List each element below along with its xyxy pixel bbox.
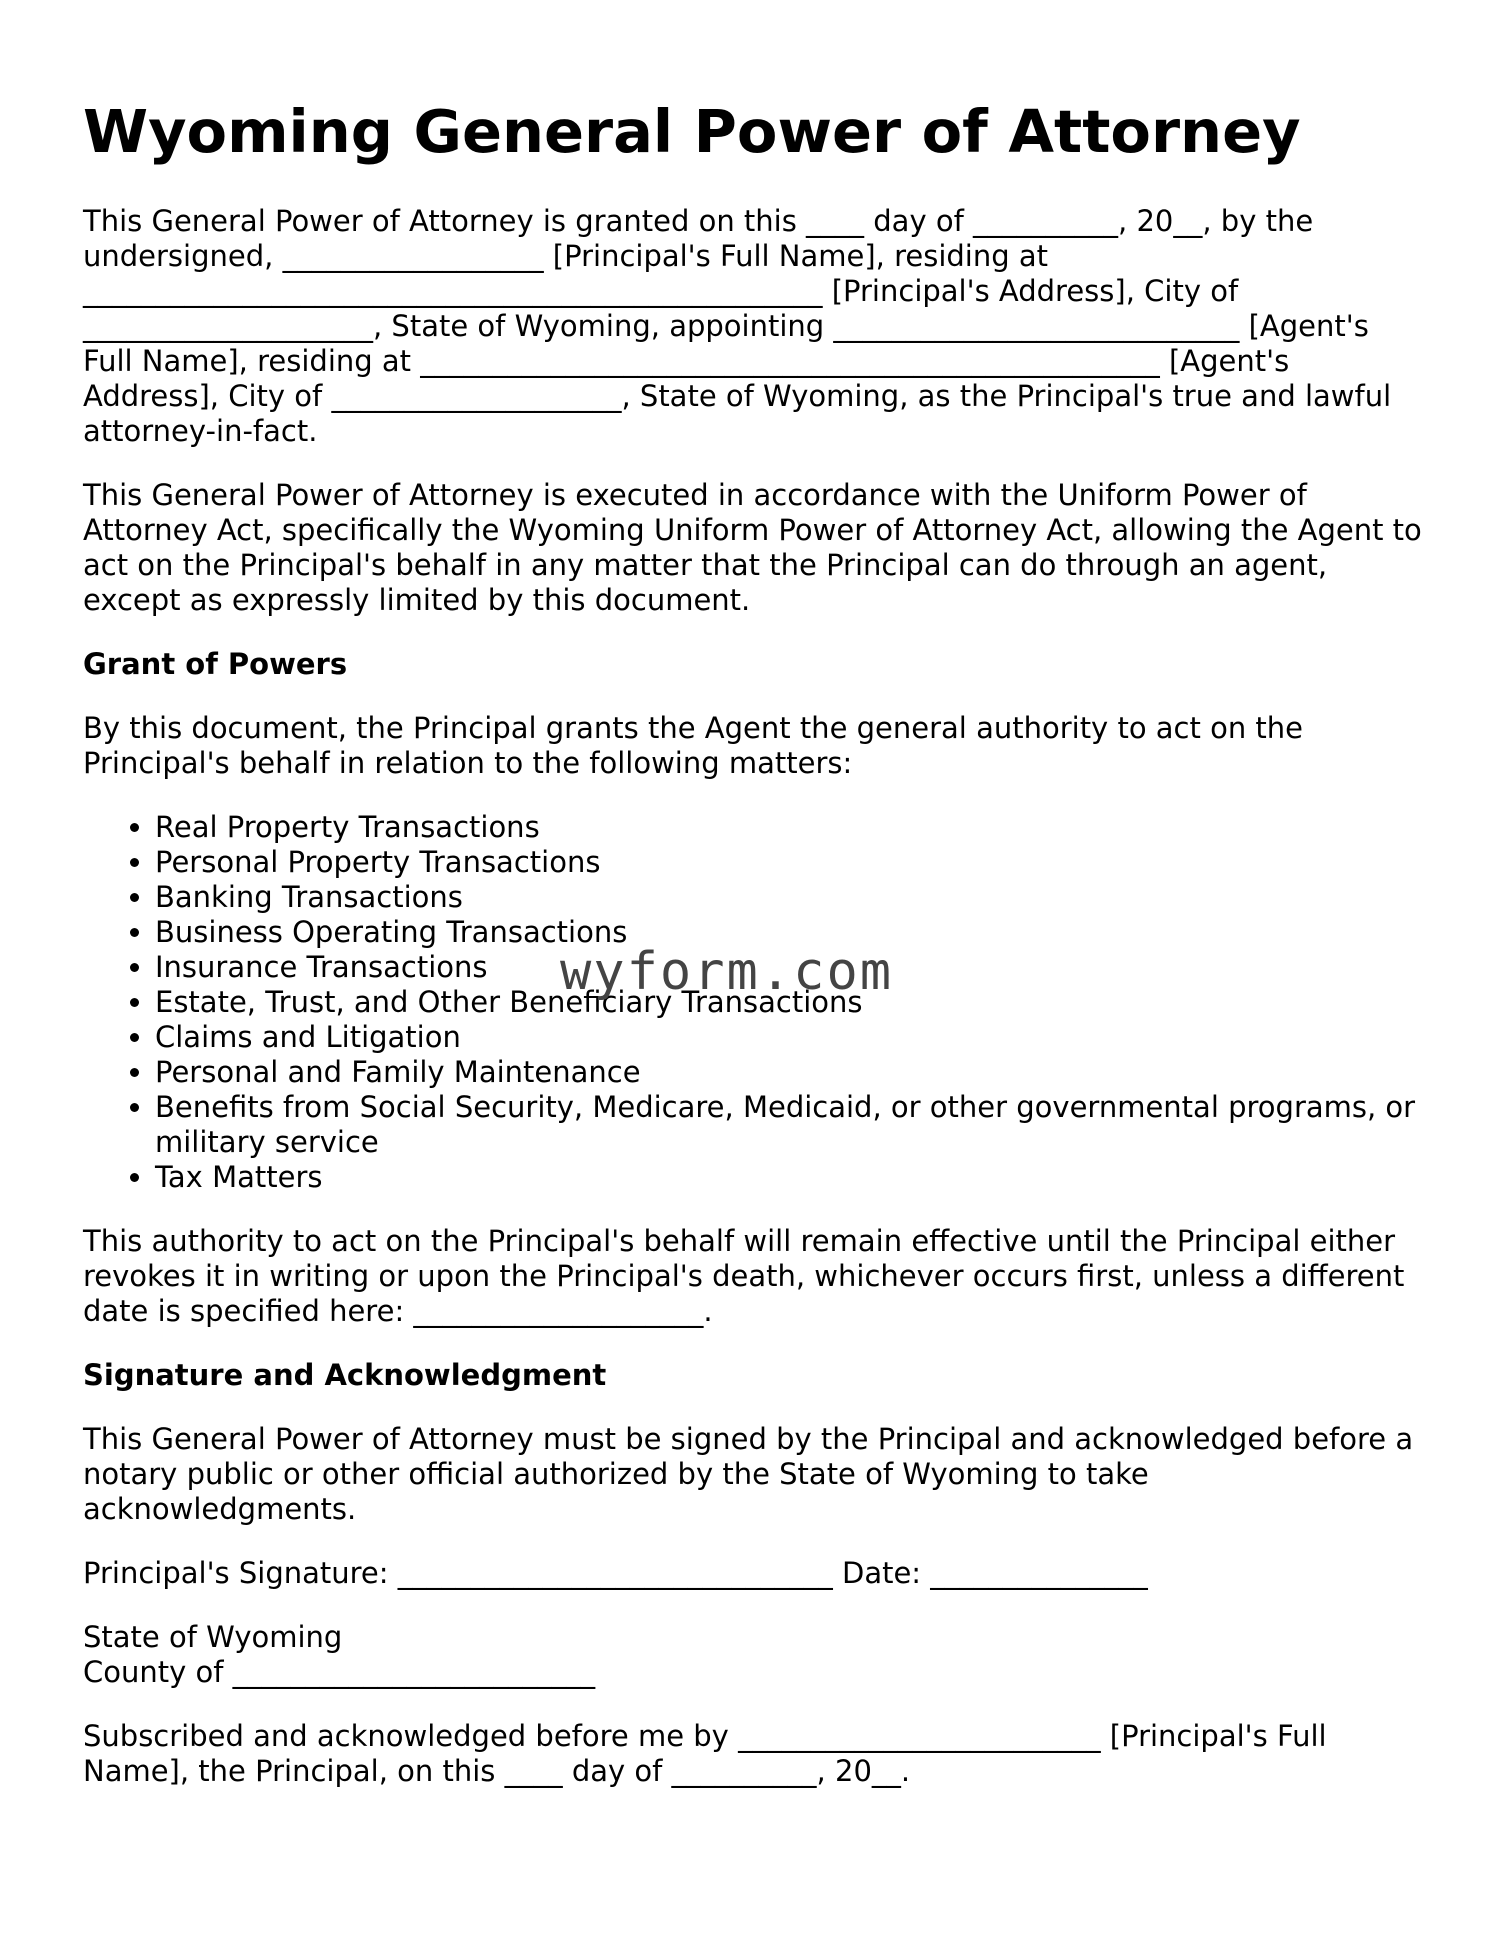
grant-intro: By this document, the Principal grants the Agent the general authority to act on the Principal's behalf in relation to the following matters: — [83, 710, 1304, 780]
powers-list — [83, 810, 1423, 1195]
list-item: • Personal Property Transactions — [155, 845, 1423, 880]
signature-line: Principal's Signature: ______________________________ Date: _______________ — [83, 1555, 1148, 1590]
intro-paragraph: This General Power of Attorney is granted on this ____ day of __________, 20__, by the undersigned, __________________ [Principal's Full Name], residing at ___________________________________________________ [Principal's Address], City of ____________________, State of Wyoming, appointing ____________________________ [Agent's Full Name], residing at ___________________________________________________ [Agent's Address], City of ____________________, State of Wyoming, as the Principal's true and lawful attorney-in-fact. — [83, 203, 1392, 448]
duration-paragraph: This authority to act on the Principal's behalf will remain effective until the Principal either revokes it in writing or upon the Principal's death, whichever occurs first, unless a different date is specified here: ____________________. — [83, 1223, 1405, 1328]
venue-block — [83, 1620, 1423, 1690]
list-item: • Benefits from Social Security, Medicare, Medicaid, or other governmental programs, or military service — [155, 1090, 1423, 1160]
list-item: • Real Property Transactions — [155, 810, 1423, 845]
county-line: County of _________________________ — [83, 1654, 596, 1689]
list-item: • Claims and Litigation — [155, 1020, 1423, 1055]
list-item: • Personal and Family Maintenance — [155, 1055, 1423, 1090]
list-item: • Tax Matters — [155, 1160, 1423, 1195]
signature-intro: This General Power of Attorney must be signed by the Principal and acknowledged before a notary public or other official authorized by the State of Wyoming to take acknowledgments. — [83, 1421, 1414, 1526]
list-item: • Business Operating Transactions — [155, 915, 1423, 950]
state-line: State of Wyoming — [83, 1619, 343, 1654]
grant-heading: Grant of Powers — [83, 646, 348, 681]
list-item: • Insurance Transactions — [155, 950, 1423, 985]
list-item: • Estate, Trust, and Other Beneficiary Transactions — [155, 985, 1423, 1020]
act-paragraph: This General Power of Attorney is executed in accordance with the Uniform Power of Attorney Act, specifically the Wyoming Uniform Power of Attorney Act, allowing the Agent to act on the Principal's behalf in any matter that the Principal can do through an agent, except as expressly limited by this document. — [83, 477, 1422, 617]
notary-statement: Subscribed and acknowledged before me by _________________________ [Principal's Full Name], the Principal, on this ____ day of __________, 20__. — [83, 1718, 1327, 1788]
signature-heading: Signature and Acknowledgment — [83, 1357, 607, 1392]
list-item: • Banking Transactions — [155, 880, 1423, 915]
document-title: Wyoming General Power of Attorney — [83, 97, 1301, 166]
watermark: wyform.com — [560, 942, 894, 1002]
